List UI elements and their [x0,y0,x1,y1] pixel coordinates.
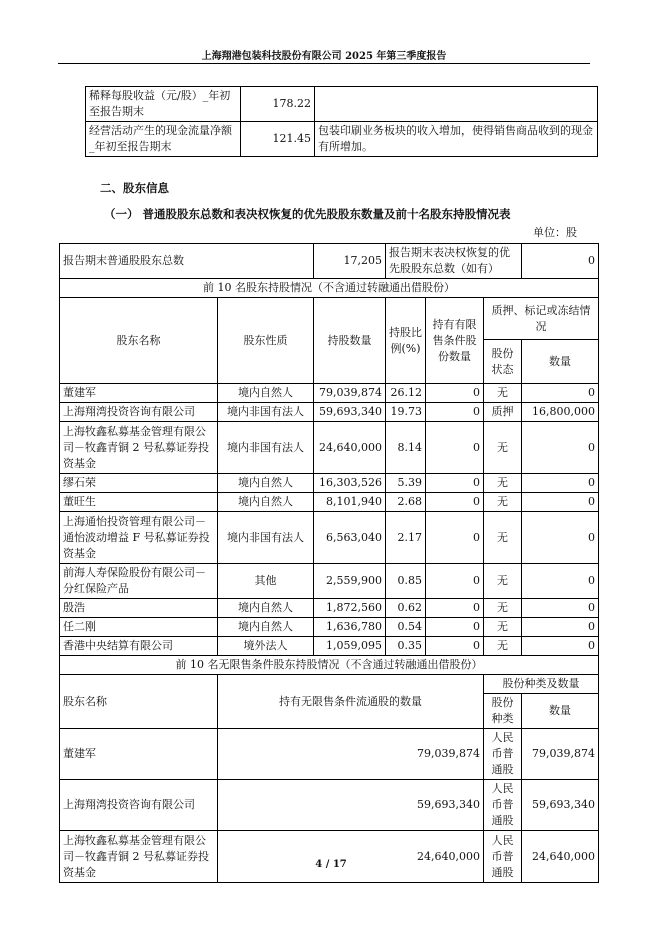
holder-shares: 2,559,900 [314,564,386,599]
table-row [60,729,599,780]
holder-status: 无 [484,599,522,618]
holder-status: 无 [484,493,522,512]
holder-shares: 24,640,000 [314,422,386,474]
unrestricted-holder-name: 上海牧鑫私募基金管理有限公司－牧鑫青铜 2 号私募证券投资基金 [60,831,218,883]
col-header-unrestricted-holding: 持有无限售条件流通股的数量 [218,675,484,729]
pref-holders-label: 报告期末表决权恢复的优先股股东总数（如有） [386,244,522,279]
holder-restricted: 0 [426,422,484,474]
holder-shares: 1,059,095 [314,637,386,656]
table-row [60,493,599,512]
common-holders-label: 报告期末普通股股东总数 [60,244,314,279]
holder-ratio: 0.85 [386,564,426,599]
share-type: 人民币普通股 [484,729,522,780]
indicator-note [315,87,598,122]
holder-name: 香港中央结算有限公司 [60,637,218,656]
holder-shares: 79,039,874 [314,384,386,403]
table-row [60,637,599,656]
col-header-qty: 数量 [522,340,599,384]
common-holders-value: 17,205 [314,244,386,279]
indicator-value: 178.22 [241,87,315,122]
indicator-note: 包装印刷业务板块的收入增加，使得销售商品收到的现金有所增加。 [315,122,598,157]
holder-status: 无 [484,422,522,474]
unrestricted-holding: 79,039,874 [218,729,484,780]
holder-qty: 0 [522,637,599,656]
col-header-status: 股份状态 [484,340,522,384]
page-number: 4 / 17 [315,859,347,870]
financial-indicators-table [85,86,598,157]
holder-name: 董建军 [60,384,218,403]
table-row [60,780,599,831]
holder-shares: 1,636,780 [314,618,386,637]
holder-nature: 境内自然人 [218,493,314,512]
table-row [60,422,599,474]
holder-nature: 境内自然人 [218,474,314,493]
holder-ratio: 0.35 [386,637,426,656]
holder-restricted: 0 [426,384,484,403]
indicator-value: 121.45 [241,122,315,157]
table-row [60,403,599,422]
holder-restricted: 0 [426,564,484,599]
holder-nature: 境内自然人 [218,384,314,403]
holder-nature: 境内非国有法人 [218,512,314,564]
holder-nature: 境内自然人 [218,599,314,618]
holder-shares: 59,693,340 [314,403,386,422]
holder-status: 无 [484,512,522,564]
col-header-unrestricted-qty: 数量 [522,694,599,729]
holder-restricted: 0 [426,493,484,512]
holder-name: 上海通怡投资管理有限公司－通怡波动增益 F 号私募证券投资基金 [60,512,218,564]
holder-status: 无 [484,637,522,656]
holder-ratio: 26.12 [386,384,426,403]
holder-shares: 6,563,040 [314,512,386,564]
holder-name: 缪石荣 [60,474,218,493]
holder-name: 任二刚 [60,618,218,637]
holder-shares: 16,303,526 [314,474,386,493]
table-row [86,122,598,157]
holder-ratio: 0.54 [386,618,426,637]
report-header: 上海翔港包装科技股份有限公司 2025 年第三季度报告 [201,51,447,62]
section-title-shareholders: 二、股东信息 [100,181,169,195]
holder-qty: 0 [522,599,599,618]
unit-label: 单位：股 [533,226,577,239]
holder-status: 无 [484,564,522,599]
holder-nature: 其他 [218,564,314,599]
share-type: 人民币普通股 [484,780,522,831]
col-header-shares: 持股数量 [314,298,386,384]
indicator-label: 经营活动产生的现金流量净额_年初至报告期末 [86,122,241,157]
holder-ratio: 8.14 [386,422,426,474]
col-header-share-type: 股份种类 [484,694,522,729]
table-row [60,512,599,564]
table-row [60,564,599,599]
pref-holders-value: 0 [522,244,599,279]
table-row [60,831,599,883]
holder-shares: 1,872,560 [314,599,386,618]
holder-nature: 境外法人 [218,637,314,656]
holder-qty: 0 [522,618,599,637]
holder-status: 无 [484,474,522,493]
table-row [60,599,599,618]
holder-shares: 8,101,940 [314,493,386,512]
holder-name: 董旺生 [60,493,218,512]
table-row [60,474,599,493]
indicator-label: 稀释每股收益（元/股）_年初至报告期末 [86,87,241,122]
holder-ratio: 2.68 [386,493,426,512]
holder-qty: 0 [522,493,599,512]
holder-nature: 境内非国有法人 [218,422,314,474]
holder-restricted: 0 [426,618,484,637]
top10-caption: 前 10 名股东持股情况（不含通过转融通出借股份） [60,279,599,298]
col-header-unrestricted-name: 股东名称 [60,675,218,729]
holder-nature: 境内非国有法人 [218,403,314,422]
holder-ratio: 0.62 [386,599,426,618]
share-qty: 24,640,000 [522,831,599,883]
holder-restricted: 0 [426,403,484,422]
col-header-share-type-group: 股份种类及数量 [484,675,599,694]
holder-qty: 0 [522,564,599,599]
holder-name: 上海翔湾投资咨询有限公司 [60,403,218,422]
col-header-restricted: 持有有限售条件股份数量 [426,298,484,384]
unrestricted-caption: 前 10 名无限售条件股东持股情况（不含通过转融通出借股份） [60,656,599,675]
summary-row [60,244,599,279]
holder-restricted: 0 [426,512,484,564]
holder-status: 无 [484,618,522,637]
holder-name: 殷浩 [60,599,218,618]
header-rule [58,63,590,64]
holder-restricted: 0 [426,637,484,656]
col-header-pledge: 质押、标记或冻结情况 [484,298,599,340]
table-row [60,384,599,403]
holder-qty: 16,800,000 [522,403,599,422]
holder-status: 无 [484,384,522,403]
share-qty: 79,039,874 [522,729,599,780]
col-header-ratio: 持股比例(%) [386,298,426,384]
col-header-nature: 股东性质 [218,298,314,384]
share-qty: 59,693,340 [522,780,599,831]
unrestricted-holder-name: 董建军 [60,729,218,780]
subsection-title: （一） 普通股股东总数和表决权恢复的优先股股东数量及前十名股东持股情况表 [104,207,511,221]
holder-ratio: 5.39 [386,474,426,493]
holder-status: 质押 [484,403,522,422]
holder-name: 前海人寿保险股份有限公司－分红保险产品 [60,564,218,599]
holder-qty: 0 [522,512,599,564]
holder-qty: 0 [522,474,599,493]
table-row [86,87,598,122]
unrestricted-holder-name: 上海翔湾投资咨询有限公司 [60,780,218,831]
unrestricted-holding: 24,640,000 [218,831,484,883]
holder-name: 上海牧鑫私募基金管理有限公司－牧鑫青铜 2 号私募证券投资基金 [60,422,218,474]
holder-nature: 境内自然人 [218,618,314,637]
unrestricted-holding: 59,693,340 [218,780,484,831]
table-row [60,618,599,637]
share-type: 人民币普通股 [484,831,522,883]
holder-ratio: 2.17 [386,512,426,564]
holder-restricted: 0 [426,474,484,493]
holder-qty: 0 [522,384,599,403]
holder-ratio: 19.73 [386,403,426,422]
holder-qty: 0 [522,422,599,474]
col-header-name: 股东名称 [60,298,218,384]
holder-restricted: 0 [426,599,484,618]
shareholders-table [59,243,599,883]
